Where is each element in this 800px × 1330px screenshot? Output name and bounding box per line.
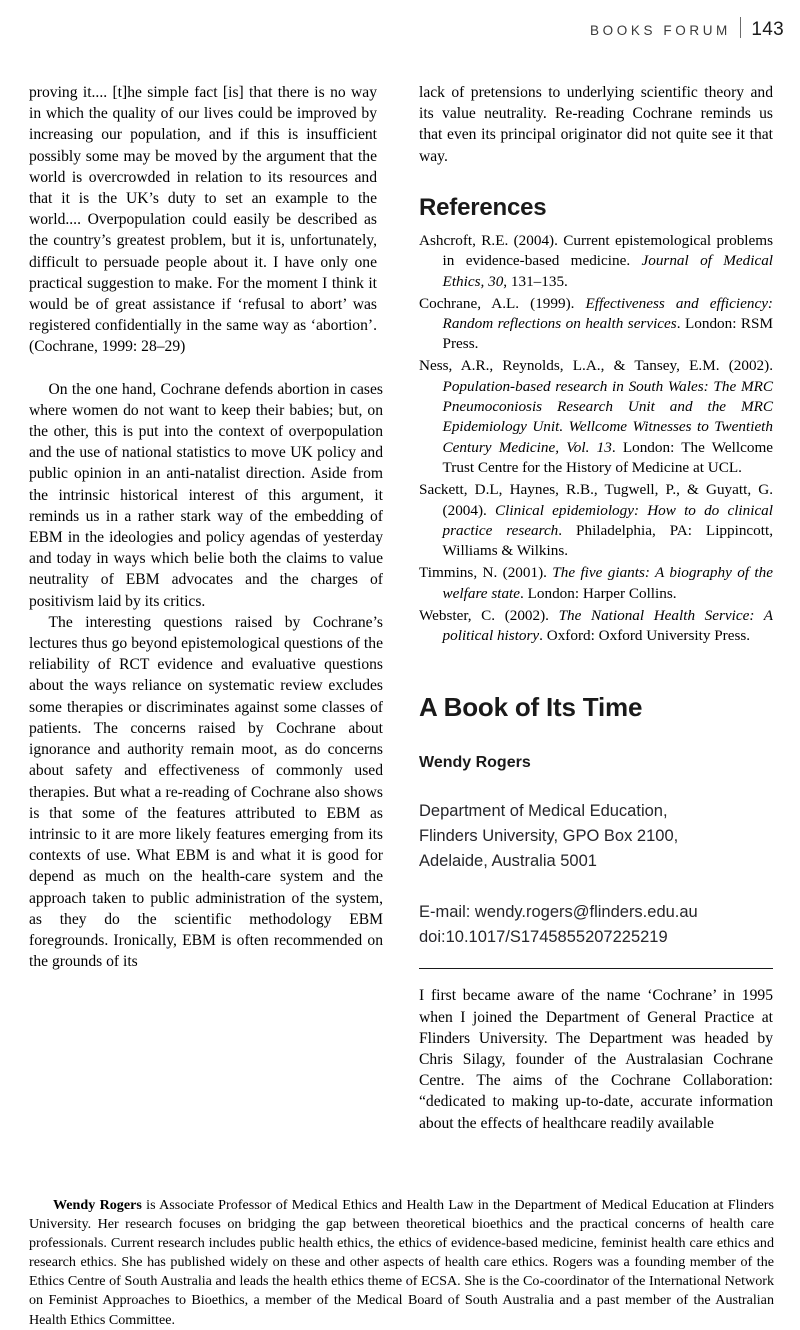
reference-entry bbox=[419, 356, 773, 478]
reference-entry bbox=[419, 294, 773, 355]
author-email[interactable]: E-mail: wendy.rogers@flinders.edu.au bbox=[419, 903, 698, 922]
reference-italic: Journal of Medical Ethics, 30 bbox=[442, 252, 774, 290]
author-bio-footnote bbox=[29, 1196, 774, 1330]
reference-pre: Sackett, D.L, Haynes, R.B., Tugwell, P., & Guyatt, G. (2004). bbox=[419, 481, 773, 519]
reference-entry bbox=[419, 480, 773, 562]
left-paragraph-2: The interesting questions raised by Cochrane’s lectures thus go beyond epistemological questions of the reliability of RCT evidence and evaluative questions about the ways reliance on systematic review excludes some therapies or discriminates against some classes of patients. The concerns raised by Cochrane about ignorance and authority remain moot, as do concerns about safety and effectiveness of commonly used therapies. But what a re-reading of Cochrane also shows is that some of the features attributed to EBM as intrinsic to it are more likely features emerging from its contexts of use. What EBM is and what it is good for depend as much on the health-care system and the approach taken to public administration of the system, as they do the scientific methodology EBM foregrounds. Ironically, EBM is often recommended on the grounds of its bbox=[29, 613, 383, 971]
two-column-body bbox=[29, 82, 774, 1134]
running-header bbox=[590, 14, 784, 38]
article-title: A Book of Its Time bbox=[419, 692, 643, 723]
affiliation-line-3: Adelaide, Australia 5001 bbox=[419, 852, 597, 871]
blockquote-cochrane: proving it.... [t]he simple fact [is] that there is no way in which the quality of our lives could be improved by increasing our population, and if this is insufficient possibly some may be moved by the argument that the world is overcrowded in relation to its resources and that it is the UK’s duty to set an example to the world.... Overpopulation could easily be described as the country’s greatest problem, but it is, unfortunately, difficult to persuade people about it. I have only one practical suggestion to make. For the moment I think it would be of great assistance if ‘refusal to abort’ was registered confidentially in the same way as ‘abortion’. (Cochrane, 1999: 28–29) bbox=[29, 84, 377, 356]
section-divider-rule bbox=[419, 968, 773, 969]
reference-pre: Ashcroft, R.E. (2004). Current epistemological problems in evidence-based medicine. bbox=[419, 231, 773, 270]
reference-pre: Ness, A.R., Reynolds, L.A., & Tansey, E.M. (2002). bbox=[419, 357, 773, 375]
reference-post: . London: RSM Press. bbox=[442, 314, 774, 353]
affiliation-line-1: Department of Medical Education, bbox=[419, 802, 668, 821]
reference-italic: The National Health Service: A political history bbox=[442, 606, 773, 645]
reference-pre: Cochrane, A.L. (1999). bbox=[419, 294, 586, 312]
left-paragraph-1: On the one hand, Cochrane defends abortion in cases where women do not want to keep their babies; but, on the other, this is put into the context of overpopulation and the use of national statistics to move UK policy and public opinion in an anti-natalist direction. Aside from the intrinsic historical interest of this argument, it reminds us in a rather stark way of the embedding of EBM in the ideologies and policy agendas of yesterday and today in ways which belie both the claims to value neutrality of EBM advocates and the charges of positivism laid by its critics. bbox=[29, 380, 383, 610]
reference-italic: Population-based research in South Wales: The MRC Pneumoconiosis Research Unit and the MRC Epidemiology Unit. Wellcome Witnesses to Twentieth Century Medicine, Vol. 13 bbox=[442, 377, 773, 456]
reference-post: . Philadelphia, PA: Lippincott, Williams & Wilkins. bbox=[442, 522, 773, 560]
reference-post: . London: Harper Collins. bbox=[520, 584, 677, 602]
reference-post: , 131–135. bbox=[503, 272, 568, 290]
reference-pre: Timmins, N. (2001). bbox=[419, 564, 553, 582]
reference-italic: The five giants: A biography of the welfare state bbox=[442, 564, 773, 602]
journal-title: BOOKS FORUM bbox=[590, 23, 731, 38]
reference-entry bbox=[419, 231, 773, 292]
reference-entry bbox=[419, 606, 773, 647]
references-heading: References bbox=[419, 193, 547, 221]
reference-list bbox=[419, 231, 773, 647]
reference-italic: Clinical epidemiology: How to do clinical practice research bbox=[442, 501, 773, 539]
affiliation-line-2: Flinders University, GPO Box 2100, bbox=[419, 827, 679, 846]
bio-text: is Associate Professor of Medical Ethics and Health Law in the Department of Medical Education at Flinders University. Her research focuses on bridging the gap between theoretical bioethics and the practical concerns of health care professionals. Current research includes public health ethics, the ethics of evidence-based medicine, feminist health care ethics and research ethics. She has published widely on these and other aspects of health care ethics. Rogers was a founding member of the Ethics Centre of South Australia and leads the health ethics theme of ECSA. She is the Co-coordinator of the International Network on Feminist Approaches to Bioethics, a member of the Medical Board of South Australia and a past member of the Australian Health Ethics Committee. bbox=[29, 1197, 774, 1328]
reference-post: . Oxford: Oxford University Press. bbox=[539, 627, 751, 645]
right-continued-paragraph: lack of pretensions to underlying scientific theory and its value neutrality. Re-reading Cochrane reminds us that even its principal originator did not quite see it that way. bbox=[419, 84, 773, 165]
article-author: Wendy Rogers bbox=[419, 754, 531, 772]
reference-pre: Webster, C. (2002). bbox=[419, 606, 559, 624]
reference-post: . London: The Wellcome Trust Centre for the History of Medicine at UCL. bbox=[442, 438, 773, 477]
article-doi[interactable]: doi:10.1017/S1745855207225219 bbox=[419, 928, 668, 947]
author-affiliation bbox=[419, 799, 773, 874]
author-contact bbox=[419, 900, 773, 950]
page-number: 143 bbox=[751, 19, 784, 40]
header-divider-rule bbox=[740, 17, 742, 38]
reference-entry bbox=[419, 563, 773, 604]
left-column bbox=[29, 82, 383, 1134]
reference-italic: Effectiveness and efficiency: Random reflections on health services bbox=[442, 294, 773, 332]
right-opening-paragraph: I first became aware of the name ‘Cochrane’ in 1995 when I joined the Department of General Practice at Flinders University. The Department was headed by Chris Silagy, founder of the Australasian Cochrane Centre. The aims of the Cochrane Collaboration: “dedicated to making up-to-date, accurate information about the effects of healthcare readily available bbox=[419, 987, 773, 1132]
right-column bbox=[419, 82, 773, 1134]
bio-author-name: Wendy Rogers bbox=[52, 1197, 142, 1213]
